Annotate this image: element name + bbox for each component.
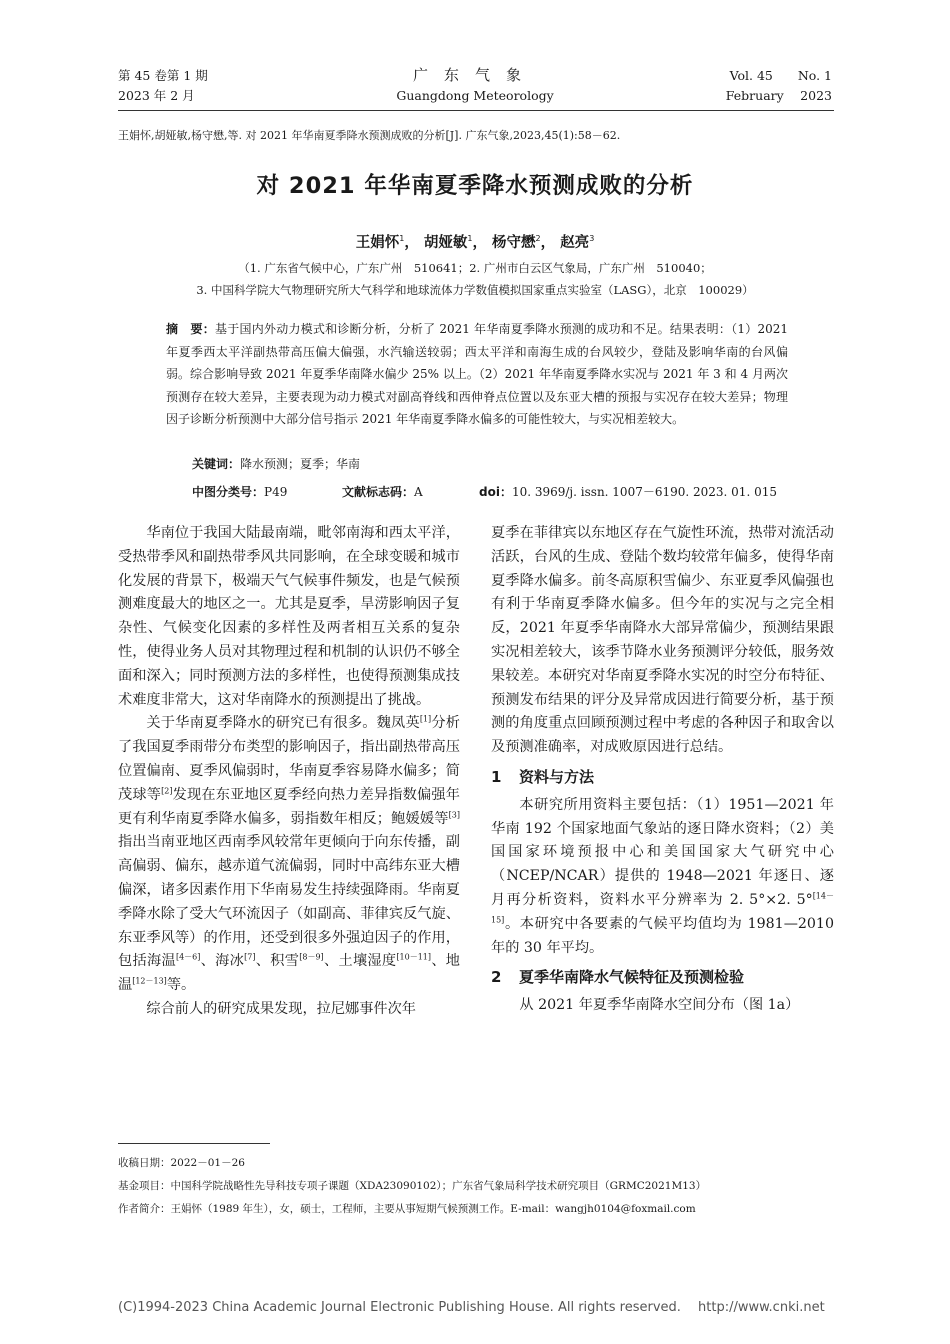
keywords [192,453,360,475]
affiliation-line-2: 3. 中国科学院大气物理研究所大气科学和地球流体力学数值模拟国家重点实验室（LASG），北京 100029） [196,283,754,297]
author-affil-mark: 1 [467,234,473,244]
paragraph-summary-cont: 夏季在菲律宾以东地区存在气旋性环流，热带对流活动活跃，台风的生成、登陆个数均较常年偏多，使得华南夏季降水偏多。前冬高原积雪偏少、东亚夏季风偏强也有利于华南夏季降水偏多。但今年的实况与之完全相反，2021 年夏季华南降水大部异常偏少，预测结果跟实况相差较大，该季节降水业务预测评分较低，服务效果较差。本研究对华南夏季降水实况的时空分布特征、预测发布结果的评分及异常成因进行简要分析，基于预测的角度重点回顾预测过程中考虑的各种因子和取舍以及预测准确率，对成败原因进行总结。 [491,525,834,756]
body-left-column [118,522,460,1022]
footnotes [118,1152,706,1221]
reference-mark: [8－9] [299,952,324,962]
body-right-column [491,522,834,1018]
paragraph-intro: 华南位于我国大陆最南端，毗邻南海和西太平洋，受热带季风和副热带季风共同影响，在全球变暖和城市化发展的背景下，极端天气气候事件频发，也是气候预测难度最大的地区之一。尤其是夏季，旱涝影响因子复杂性、气候变化因素的多样性及两者相互关系的复杂性，使得业务人员对其物理过程和机制的认识仍不够全面和深入；同时预测方法的多样性，也使得预测集成技术难度非常大，这对华南降水的预测提出了挑战。 [118,525,460,708]
doc-code-label: 文献标志码： [342,485,415,499]
abstract-text: 基于国内外动力模式和诊断分析，分析了 2021 年华南夏季降水预测的成功和不足。结果表明：（1）2021 年夏季西太平洋副热带高压偏大偏强，水汽输送较弱；西太平洋和南海生成的台风较少，登陆及影响华南的台风偏弱。综合影响导致 2021 年夏季华南降水偏少 25% 以上。（2）2021 年华南夏季降水实况与 2021 年 3 和 4 月两次预测存在较大差异，主要表现为动力模式对副高脊线和西伸脊点位置以及东亚大槽的预报与实况存在较大差异；物理因子诊断分析预测中大部分信号指示 2021 年华南夏季降水偏多的可能性较大，与实况相差较大。 [166,322,788,427]
section-heading-2 [491,966,834,990]
paragraph-climate: 从 2021 年夏季华南降水空间分布（图 1a） [519,997,800,1014]
reference-mark: [12－13] [132,976,167,986]
copyright-line: (C)1994-2023 China Academic Journal Electronic Publishing House. All rights reserved. http://www.cnki.net [118,1300,825,1315]
footnote-divider [118,1143,270,1144]
footnote-author: 作者简介：王娟怀（1989 年生），女，硕士，工程师，主要从事短期气候预测工作。E-mail：wangjh0104@foxmail.com [118,1203,696,1215]
header-journal-en: Guangdong Meteorology [396,88,554,103]
author-separator: ， [404,235,419,251]
paragraph-literature: 关于华南夏季降水的研究已有很多。魏凤英[1]分析了我国夏季雨带分布类型的影响因子，指出副热带高压位置偏南、夏季风偏弱时，华南夏季容易降水偏多；简茂球等[2]发现在东亚地区夏季经向热力差异指数偏强年更有利华南夏季降水偏多，弱指数年相反；鲍媛媛等[3]指出当南亚地区西南季风较常年更倾向于向东传播，副高偏弱、偏东，越赤道气流偏弱，同时中高纬东亚大槽偏深，诸多因素作用下华南易发生持续强降雨。华南夏季降水除了受大气环流因子（如副高、菲律宾反气旋、东亚季风等）的作用，还受到很多外强迫因子的作用，包括海温[4－6]、海冰[7]、积雪[8－9]、土壤湿度[10－11]、地温[12－13]等。 [118,714,460,994]
author-separator: ， [472,235,487,251]
clc-value: P49 [264,485,288,499]
doi-value: 10. 3969/j. issn. 1007－6190. 2023. 01. 015 [511,485,777,499]
header-volume-cn: 第 45 卷第 1 期 [118,68,208,83]
reference-mark: [10－11] [396,952,432,962]
author-list [0,231,950,252]
reference-mark: [2] [161,786,173,796]
section-title: 资料与方法 [519,767,595,786]
reference-mark: [3] [448,809,460,819]
author-affil-mark: 1 [399,234,405,244]
reference-mark: [14－15] [491,891,834,925]
footnote-received: 收稿日期：2022－01－26 [118,1157,245,1169]
section-number: 2 [491,968,502,987]
abstract [166,318,788,431]
author-name: 赵亮 [560,235,590,251]
section-heading-1 [491,766,834,790]
header-issue-cn [118,66,208,106]
paper-title: 对 2021 年华南夏季降水预测成败的分析 [256,173,694,199]
author-affil-mark: 3 [589,234,595,244]
reference-mark: [7] [244,952,256,962]
abstract-label: 摘 要： [166,322,215,336]
author-name: 胡娅敏 [423,235,468,251]
reference-mark: [1] [419,714,432,724]
citation-line: 王娟怀,胡娅敏,杨守懋,等. 对 2021 年华南夏季降水预测成败的分析[J]. 广东气象,2023,45(1):58－62. [118,129,621,142]
header-divider [118,110,834,111]
header-date-cn: 2023 年 2 月 [118,88,195,103]
header-issue-en [726,66,832,106]
doc-code-value: A [414,485,423,499]
header-volume-en: Vol. 45 No. 1 [729,68,832,83]
reference-mark: [4－6] [175,952,201,962]
header-journal-cn: 广东气象 [412,66,537,84]
header-date-en: February 2023 [725,88,832,103]
section-number: 1 [491,767,502,786]
header-journal [300,64,650,106]
paragraph-data: 本研究所用资料主要包括：（1）1951—2021 年华南 192 个国家地面气象站的逐日降水资料；（2）美国国家环境预报中心和美国国家大气研究中心（NCEP/NCAR）提供的 1948—2021 年逐日、逐月再分析资料，资料水平分辨率为 2. 5°×2. 5°[14－15]。本研究中各要素的气候平均值均为 1981—2010 年的 30 年平均。 [491,796,834,956]
keywords-label: 关键词： [192,457,241,471]
classification-line [192,481,792,503]
author-name: 杨守懋 [492,235,536,251]
doi-label: doi： [479,485,512,499]
footnote-fund: 基金项目：中国科学院战略性先导科技专项子课题（XDA23090102）；广东省气象局科学技术研究项目（GRMC2021M13） [118,1180,707,1192]
keywords-text: 降水预测；夏季；华南 [240,457,361,471]
author-separator: ， [540,235,556,251]
affiliation-line-1: （1. 广东省气候中心，广东广州 510641；2. 广州市白云区气象局，广东广州 510040； [238,261,712,275]
section-title: 夏季华南降水气候特征及预测检验 [519,968,745,987]
author-name: 王娟怀 [355,235,400,251]
paragraph-summary-start: 综合前人的研究成果发现，拉尼娜事件次年 [146,1000,416,1017]
author-affil-mark: 2 [535,234,541,244]
clc-label: 中图分类号： [192,485,265,499]
